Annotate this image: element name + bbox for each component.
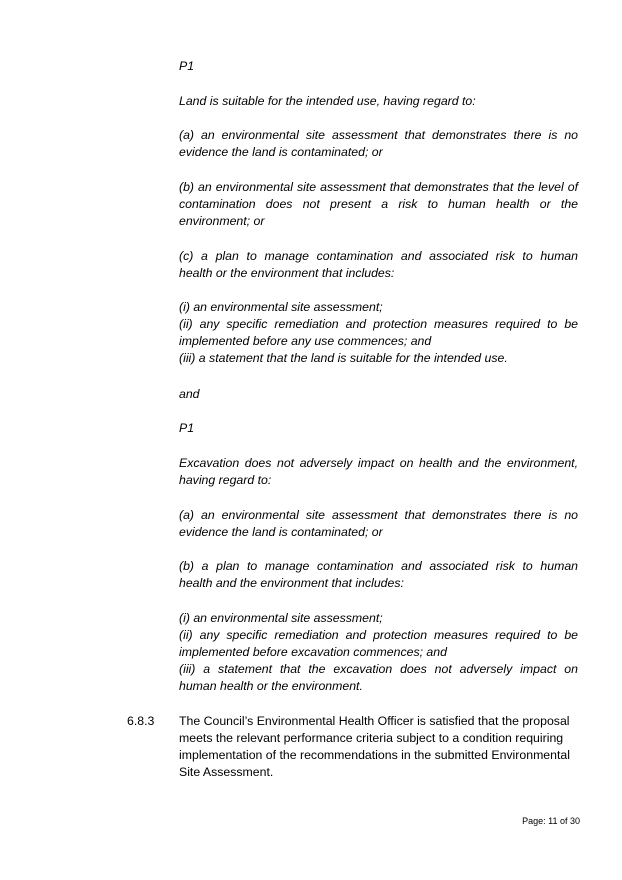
clause-text — [179, 713, 578, 781]
criterion-a-2 — [179, 507, 578, 541]
criterion-b-line-1: (b) a plan to manage contamination and associated risk to human — [179, 559, 578, 573]
criterion-b-line-1: (b) an environmental site assessment that demonstrates that the level of — [179, 180, 578, 194]
sub-item-iii-line-1: (iii) a statement that the excavation does not adversely impact on — [179, 662, 578, 676]
sub-item-ii-line-1: (ii) any specific remediation and protection measures required to be — [179, 317, 578, 331]
criterion-a-1 — [179, 127, 578, 161]
excavation-intro — [179, 455, 578, 489]
sub-item-ii-line-2: implemented before excavation commences; and — [179, 645, 447, 659]
sub-item-ii-line-1: (ii) any specific remediation and protection measures required to be — [179, 628, 578, 642]
clause-number: 6.8.3 — [127, 714, 155, 728]
intro-text: Land is suitable for the intended use, having regard to: — [179, 94, 476, 108]
criterion-b-1 — [179, 179, 578, 230]
p1-label-2 — [179, 420, 578, 437]
criterion-c-line-1: (c) a plan to manage contamination and associated risk to human — [179, 249, 578, 263]
sub-items-2 — [179, 610, 578, 695]
criterion-b-line-2: contamination does not present a risk to human health or the — [179, 197, 578, 211]
criterion-a-line-1: (a) an environmental site assessment that demonstrates there is no — [179, 508, 578, 522]
p1-heading: P1 — [179, 59, 195, 73]
clause-line-2: meets the relevant performance criteria subject to a condition requiring — [179, 731, 564, 745]
sub-item-iii: (iii) a statement that the land is suitable for the intended use. — [179, 351, 508, 365]
criterion-c-line-2: health or the environment that includes: — [179, 266, 395, 280]
criterion-b-line-2: health and the environment that includes: — [179, 576, 404, 590]
clause-line-4: Site Assessment. — [179, 765, 274, 779]
criterion-a-line-1: (a) an environmental site assessment that demonstrates there is no — [179, 128, 578, 142]
land-suitable-intro — [179, 93, 578, 110]
criterion-b-line-3: environment; or — [179, 214, 265, 228]
criterion-c-1 — [179, 248, 578, 282]
sub-item-i: (i) an environmental site assessment; — [179, 611, 383, 625]
page-number: Page: 11 of 30 — [522, 816, 580, 826]
excavation-intro-line-2: having regard to: — [179, 473, 272, 487]
p1-label-1 — [179, 58, 578, 75]
criterion-a-line-2: evidence the land is contaminated; or — [179, 525, 383, 539]
and-text: and — [179, 387, 200, 401]
and-connector — [179, 386, 578, 403]
sub-item-i: (i) an environmental site assessment; — [179, 300, 383, 314]
criterion-b-2 — [179, 558, 578, 592]
p1-heading: P1 — [179, 421, 195, 435]
excavation-intro-line-1: Excavation does not adversely impact on health and the environment, — [179, 456, 578, 470]
criterion-a-line-2: evidence the land is contaminated; or — [179, 145, 383, 159]
sub-item-ii-line-2: implemented before any use commences; and — [179, 334, 432, 348]
sub-items-1 — [179, 299, 578, 367]
clause-line-3: implementation of the recommendations in the submitted Environmental — [179, 748, 570, 762]
sub-item-iii-line-2: human health or the environment. — [179, 679, 363, 693]
clause-line-1: The Council’s Environmental Health Officer is satisfied that the proposal — [179, 714, 570, 728]
